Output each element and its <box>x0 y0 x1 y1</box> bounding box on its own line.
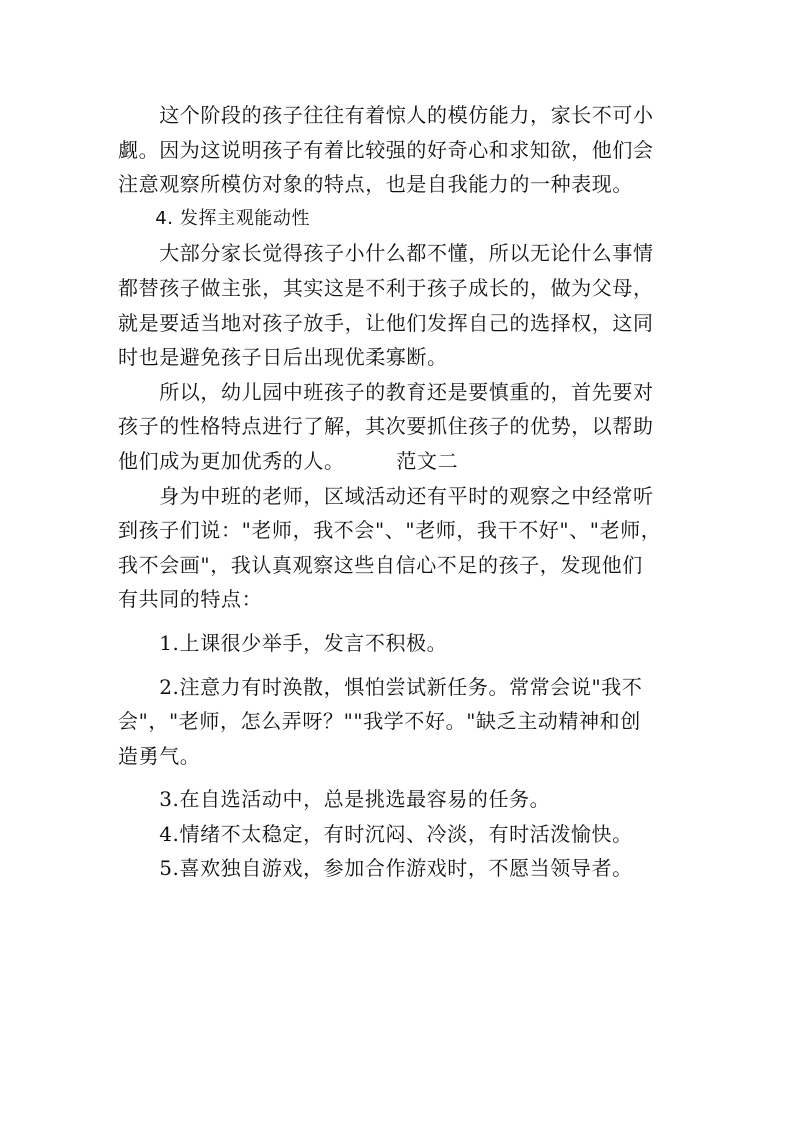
spacer <box>118 773 678 782</box>
spacer <box>118 617 678 626</box>
paragraph-line: 会"，"老师，怎么弄呀？""我学不好。"缺乏主动精神和创 <box>118 709 641 734</box>
paragraph-line: 到孩子们说："老师，我不会"、"老师，我干不好"、"老师， <box>118 518 662 543</box>
list-item: 1.上课很少举手，发言不积极。 <box>118 630 448 655</box>
section-heading: 4. 发挥主观能动性 <box>118 207 311 229</box>
list-item: 4.情绪不太稳定，有时沉闷、冷淡，有时活泼愉快。 <box>118 821 633 846</box>
spacer <box>118 661 678 670</box>
paragraph-line: 造勇气。 <box>118 743 201 768</box>
paragraph-line: 有共同的特点： <box>118 587 263 612</box>
paragraph-line: 都替孩子做主张，其实这是不利于孩子成长的，做为父母， <box>118 275 654 300</box>
paragraph-line: 孩子的性格特点进行了解，其次要抓住孩子的优势，以帮助 <box>118 414 654 439</box>
list-item: 2.注意力有时涣散，惧怕尝试新任务。常常会说"我不 <box>118 674 643 699</box>
paragraph-line: 就是要适当地对孩子放手，让他们发挥自己的选择权，这同 <box>118 310 654 335</box>
paragraph-line: 所以，幼儿园中班孩子的教育还是要慎重的，首先要对 <box>118 379 654 404</box>
paragraph-line: 他们成为更加优秀的人。 范文二 <box>118 448 459 473</box>
paragraph-line: 这个阶段的孩子往往有着惊人的模仿能力，家长不可小 <box>118 103 654 127</box>
paragraph-line: 觑。因为这说明孩子有着比较强的好奇心和求知欲，他们会 <box>118 137 654 162</box>
document-body <box>118 98 678 886</box>
paragraph-line: 注意观察所模仿对象的特点，也是自我能力的一种表现。 <box>118 172 633 197</box>
paragraph-line: 我不会画"，我认真观察这些自信心不足的孩子，发现他们 <box>118 552 643 577</box>
paragraph-line: 大部分家长觉得孩子小什么都不懂，所以无论什么事情 <box>118 241 654 266</box>
paragraph-line: 身为中班的老师，区域活动还有平时的观察之中经常听 <box>118 483 654 508</box>
paragraph-line: 时也是避免孩子日后出现优柔寡断。 <box>118 345 448 370</box>
list-item: 3.在自选活动中，总是挑选最容易的任务。 <box>118 787 551 812</box>
list-item: 5.喜欢独自游戏，参加合作游戏时，不愿当领导者。 <box>118 856 633 881</box>
